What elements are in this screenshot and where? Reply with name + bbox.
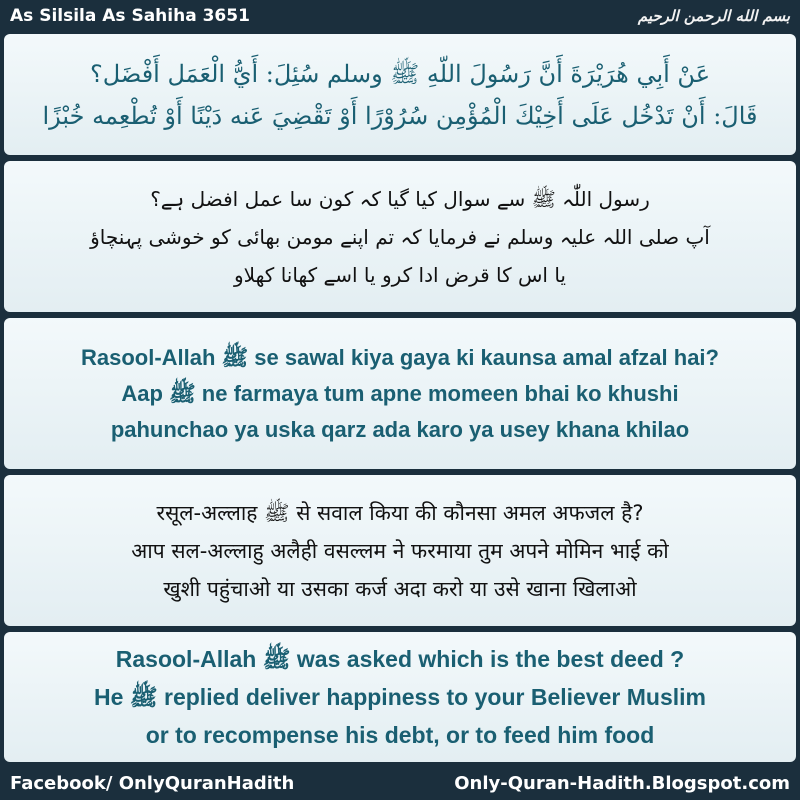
urdu-line-3: یا اس کا قرض ادا کرو یا اسے کھانا کھلاو [234,262,566,287]
urdu-text-panel [4,161,796,312]
hindi-line-2: आप सल-अल्लाहु अलैही वसल्लम ने फरमाया तुम अपने मोमिन भाई को [131,538,669,563]
blog-url: Only-Quran-Hadith.Blogspot.com [454,772,790,794]
arabic-line-2: قَالَ: أَنْ تَدْخُل عَلَى أَخِيْكَ الْمُؤْمِن سُرُوْرًا أَوْ تَقْضِيَ عَنه دَيْنًا أَوْ تُطْعِمه خُبْزًا [42,101,758,130]
bismillah-calligraphy: بسم الله الرحمن الرحيم [637,7,790,25]
arabic-text-panel [4,34,796,155]
page-title: As Silsila As Sahiha 3651 [10,6,250,26]
roman-urdu-line-3: pahunchao ya uska qarz ada karo ya usey khana khilao [110,416,690,442]
arabic-line-1: عَنْ أَبِي هُرَيْرَةَ أَنَّ رَسُولَ اللّهِ ﷺ وسلم سُئِلَ: أَيُّ الْعَمَل أَفْضَل؟ [89,59,711,88]
roman-urdu-line-1: Rasool-Allah ﷺ se sawal kiya gaya ki kaunsa amal afzal hai? [81,344,719,370]
hindi-line-3: खुशी पहुंचाओ या उसका कर्ज अदा करो या उसे खाना खिलाओ [163,576,637,601]
english-line-1: Rasool-Allah ﷺ was asked which is the best deed ? [115,646,685,672]
english-text-panel [4,632,796,762]
hindi-text-panel [4,475,796,626]
urdu-line-2: آپ صلی اللہ علیہ وسلم نے فرمایا کہ تم اپنے مومن بھائی کو خوشی پہنچاؤ [90,224,710,249]
english-line-2: He ﷺ replied deliver happiness to your Believer Muslim [94,684,706,710]
facebook-credit: Facebook/ OnlyQuranHadith [10,772,295,794]
footer-bar [0,766,800,800]
hindi-line-1: रसूल-अल्लाह ﷺ से सवाल किया की कौनसा अमल अफजल है? [156,500,644,525]
roman-urdu-text-panel [4,318,796,469]
roman-urdu-line-2: Aap ﷺ ne farmaya tum apne momeen bhai ko khushi [121,380,679,406]
header-bar [0,0,800,32]
urdu-line-1: رسول اللّٰہ ﷺ سے سوال کیا گیا کہ کون سا عمل افضل ہے؟ [150,186,650,211]
english-line-3: or to recompense his debt, or to feed him food [145,722,655,748]
